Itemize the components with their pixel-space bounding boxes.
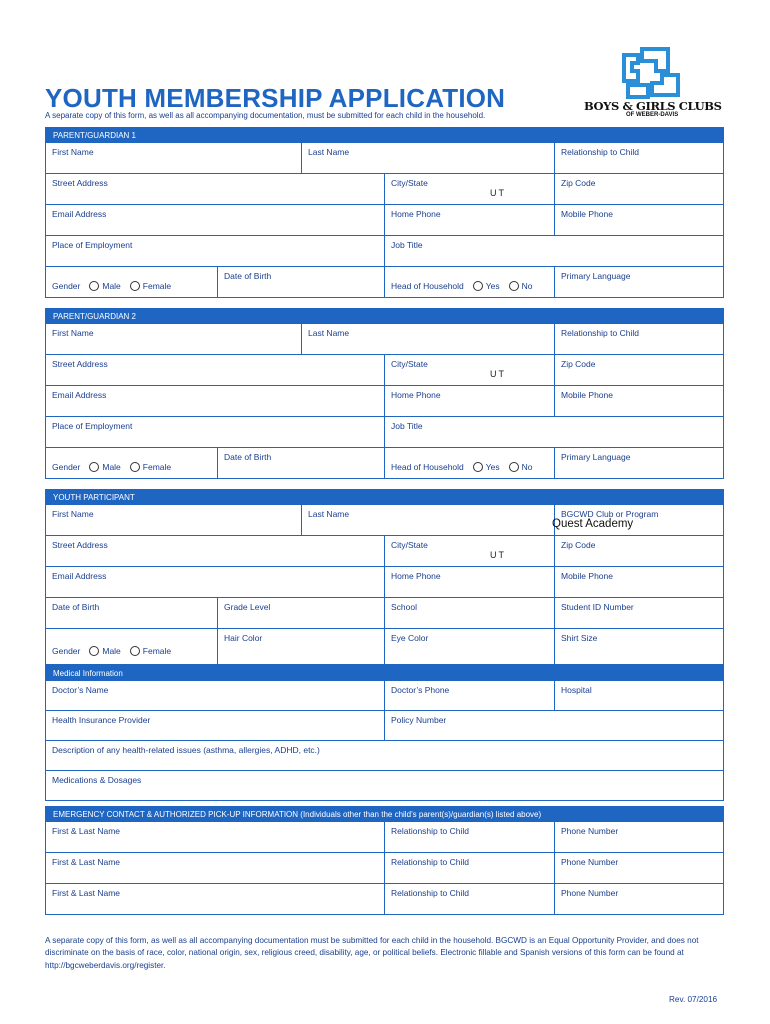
club-logo-icon: [616, 45, 686, 99]
guardian2-last-name-field[interactable]: Last Name: [302, 324, 555, 354]
guardian1-employment-field[interactable]: Place of Employment: [46, 236, 385, 266]
membership-form: [45, 127, 724, 915]
emergency-relationship-field[interactable]: Relationship to Child: [385, 884, 555, 914]
emergency-phone-field[interactable]: Phone Number: [561, 826, 619, 836]
youth-header: YOUTH PARTICIPANT: [45, 489, 724, 505]
guardian2-zip-field[interactable]: Zip Code: [561, 359, 596, 369]
emergency-phone-field[interactable]: Phone Number: [561, 888, 619, 898]
health-issues-field[interactable]: Description of any health-related issues (asthma, allergies, ADHD, etc.): [52, 745, 320, 755]
guardian2-gender-field: Gender Male Female: [46, 448, 218, 478]
youth-female-radio[interactable]: [130, 646, 140, 656]
guardian1-zip-field[interactable]: Zip Code: [561, 178, 596, 188]
guardian1-gender-field: Gender Male Female: [46, 267, 218, 297]
youth-street-field[interactable]: Street Address: [46, 536, 385, 566]
guardian2-email-field[interactable]: Email Address: [46, 386, 385, 416]
youth-club-value: Quest Academy: [552, 518, 634, 530]
doctor-phone-field[interactable]: Doctor’s Phone: [385, 681, 555, 710]
guardian1-city-state-field[interactable]: City/State UT: [385, 174, 555, 204]
guardian1-state-value: UT: [490, 188, 506, 198]
youth-male-radio[interactable]: [89, 646, 99, 656]
guardian1-head-of-household-field: Head of Household Yes No: [385, 267, 555, 297]
guardian2-female-radio[interactable]: [130, 462, 140, 472]
guardian2-header: PARENT/GUARDIAN 2: [45, 308, 724, 324]
emergency-name-field[interactable]: First & Last Name: [46, 853, 385, 883]
page-title: YOUTH MEMBERSHIP APPLICATION: [45, 83, 506, 113]
policy-number-field[interactable]: Policy Number: [391, 715, 447, 725]
guardian2-employment-field[interactable]: Place of Employment: [46, 417, 385, 447]
emergency-header: EMERGENCY CONTACT & AUTHORIZED PICK-UP INFORMATION (Individuals other than the child’s parent(s)/guardian(s) listed above): [45, 806, 724, 822]
emergency-relationship-field[interactable]: Relationship to Child: [385, 853, 555, 883]
club-logo: [582, 45, 732, 123]
page-subtitle: A separate copy of this form, as well as all accompanying documentation, must be submitted for each child in the household.: [45, 111, 486, 120]
guardian1-job-title-field[interactable]: Job Title: [391, 240, 423, 250]
youth-student-id-field[interactable]: Student ID Number: [561, 602, 634, 612]
guardian2-dob-field[interactable]: Date of Birth: [218, 448, 385, 478]
guardian1-language-field[interactable]: Primary Language: [561, 271, 631, 281]
guardian2-head-of-household-field: Head of Household Yes No: [385, 448, 555, 478]
guardian2-street-field[interactable]: Street Address: [46, 355, 385, 385]
guardian2-city-state-field[interactable]: City/State UT: [385, 355, 555, 385]
youth-shirt-size-field[interactable]: Shirt Size: [561, 633, 598, 643]
club-logo-subtitle: OF WEBER-DAVIS: [626, 112, 679, 118]
guardian2-mobile-phone-field[interactable]: Mobile Phone: [561, 390, 613, 400]
guardian1-male-radio[interactable]: [89, 281, 99, 291]
guardian1-head-no-radio[interactable]: [509, 281, 519, 291]
guardian1-last-name-field[interactable]: Last Name: [302, 143, 555, 173]
guardian2-home-phone-field[interactable]: Home Phone: [385, 386, 555, 416]
guardian2-head-no-radio[interactable]: [509, 462, 519, 472]
doctor-name-field[interactable]: Doctor’s Name: [46, 681, 385, 710]
youth-gender-field: Gender Male Female: [46, 629, 218, 664]
guardian2-head-yes-radio[interactable]: [473, 462, 483, 472]
guardian2-male-radio[interactable]: [89, 462, 99, 472]
guardian2-language-field[interactable]: Primary Language: [561, 452, 631, 462]
footer-notice: A separate copy of this form, as well as all accompanying documentation must be submitted for each child in the household. BGCWD is an Equal Opportunity Provider, and does not discriminate on the basis of race, color, national origin, sex, religious creed, disability, age, or political beliefs. Electronic fillable and Spanish versions of this form can be found at http://bgcweberdavis.org/register.: [45, 936, 699, 970]
youth-first-name-field[interactable]: First Name: [46, 505, 302, 535]
youth-club-field[interactable]: BGCWD Club or Program Quest Academy: [552, 509, 659, 530]
insurance-provider-field[interactable]: Health Insurance Provider: [46, 711, 385, 740]
guardian1-first-name-field[interactable]: First Name: [46, 143, 302, 173]
hospital-field[interactable]: Hospital: [561, 685, 592, 695]
emergency-name-field[interactable]: First & Last Name: [46, 822, 385, 852]
medications-field[interactable]: Medications & Dosages: [52, 775, 142, 785]
youth-email-field[interactable]: Email Address: [46, 567, 385, 597]
revision-label: Rev. 07/2016: [669, 995, 718, 1004]
emergency-name-field[interactable]: First & Last Name: [46, 884, 385, 914]
youth-school-field[interactable]: School: [385, 598, 555, 628]
guardian1-relationship-field[interactable]: Relationship to Child: [561, 147, 639, 157]
youth-home-phone-field[interactable]: Home Phone: [385, 567, 555, 597]
youth-last-name-field[interactable]: Last Name: [302, 505, 555, 535]
guardian1-home-phone-field[interactable]: Home Phone: [385, 205, 555, 235]
guardian2-relationship-field[interactable]: Relationship to Child: [561, 328, 639, 338]
youth-mobile-phone-field[interactable]: Mobile Phone: [561, 571, 613, 581]
emergency-phone-field[interactable]: Phone Number: [561, 857, 619, 867]
youth-dob-field[interactable]: Date of Birth: [46, 598, 218, 628]
guardian1-mobile-phone-field[interactable]: Mobile Phone: [561, 209, 613, 219]
guardian2-first-name-field[interactable]: First Name: [46, 324, 302, 354]
emergency-relationship-field[interactable]: Relationship to Child: [385, 822, 555, 852]
guardian2-state-value: UT: [490, 369, 506, 379]
youth-eye-color-field[interactable]: Eye Color: [385, 629, 555, 664]
guardian2-job-title-field[interactable]: Job Title: [391, 421, 423, 431]
guardian1-street-field[interactable]: Street Address: [46, 174, 385, 204]
youth-grade-field[interactable]: Grade Level: [218, 598, 385, 628]
guardian1-header: PARENT/GUARDIAN 1: [45, 127, 724, 143]
guardian1-dob-field[interactable]: Date of Birth: [218, 267, 385, 297]
guardian1-head-yes-radio[interactable]: [473, 281, 483, 291]
guardian1-email-field[interactable]: Email Address: [46, 205, 385, 235]
club-logo-name: BOYS & GIRLS CLUBS: [584, 99, 722, 113]
youth-hair-color-field[interactable]: Hair Color: [218, 629, 385, 664]
medical-header: Medical Information: [45, 665, 724, 681]
youth-state-value: UT: [490, 550, 506, 560]
guardian1-female-radio[interactable]: [130, 281, 140, 291]
youth-city-state-field[interactable]: City/State UT: [385, 536, 555, 566]
youth-zip-field[interactable]: Zip Code: [561, 540, 596, 550]
